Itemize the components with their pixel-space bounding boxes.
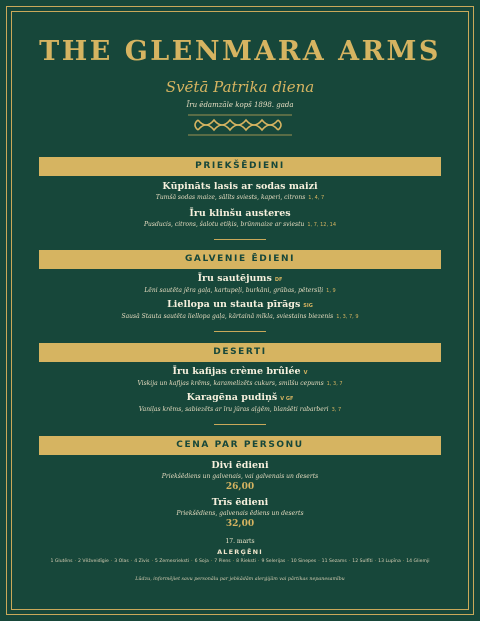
allergen-item: 12 Sulfīti: [352, 559, 373, 564]
allergen-item: 2 Vēžveidīgie: [78, 559, 109, 564]
separator: ·: [318, 559, 320, 564]
dish-allergens: 3, 7: [331, 407, 342, 413]
allergen-item: 13 Lupīna: [378, 559, 401, 564]
allergen-item: 5 Zemesrieksti: [154, 559, 190, 564]
separator: ·: [402, 559, 405, 564]
allergen-legend: [40, 558, 440, 566]
dish-name: Īru klinšu austeres: [189, 208, 291, 219]
separator: ·: [130, 559, 133, 564]
allergen-item: 1 Glutēns: [50, 559, 73, 564]
dish-allergens: 1, 7, 12, 14: [307, 222, 336, 228]
separator: ·: [348, 559, 351, 564]
dish-allergens: 1, 4, 7: [308, 195, 325, 201]
section-divider: [214, 331, 266, 332]
separator: ·: [232, 559, 235, 564]
restaurant-title: THE GLENMARA ARMS: [39, 36, 441, 67]
dish-item: [0, 181, 480, 203]
section-divider: [214, 239, 266, 240]
section-banner-prices: CENA PAR PERSONU: [39, 436, 441, 455]
dish-description: Vaniļas krēms, sabiezēts ar īru jūras aļģēm, blanšēti rabarberi 3, 7: [138, 406, 342, 413]
price-option-description: Priekšēdiens un galvenais, vai galvenais un deserts: [161, 473, 319, 480]
dietary-tag: V GF: [280, 396, 294, 402]
price-option: [0, 460, 480, 493]
dish-item: [0, 392, 480, 415]
dish-name: Karagēna pudiņš V GF: [186, 392, 294, 403]
allergen-item: 9 Selerijas: [261, 559, 286, 564]
dish-name: Kūpināts lasis ar sodas maizi: [162, 181, 318, 192]
separator: ·: [287, 559, 289, 564]
separator: ·: [191, 559, 193, 564]
dish-allergens: 1, 9: [326, 288, 336, 294]
section-banner-desserts: DESERTI: [39, 343, 441, 362]
section-banner-mains: GALVENIE ĒDIENI: [39, 250, 441, 269]
allergen-item: 14 Gliemji: [406, 559, 430, 564]
allergy-note: Lūdzu, informējiet savu personālu par jebkādām alerģijām vai pārtikas nepanesamību: [135, 577, 345, 582]
allergen-heading: ALERĢĒNI: [217, 548, 263, 556]
dish-description: Tumšā sodas maize, sālīts sviests, kaperi, citrons 1, 4, 7: [155, 194, 325, 201]
dish-name: Liellopa un stauta pīrāgs SIG: [167, 299, 313, 310]
price-value: 26,00: [225, 482, 255, 492]
allergen-item: 11 Sezams: [321, 559, 347, 564]
separator: ·: [110, 559, 113, 564]
dish-description: Sausā Stauta sautēta liellopa gaļa, kārtainā mīkla, sviestains biezenis 1, 3, 7, 9: [121, 313, 359, 320]
price-option-name: Trīs ēdieni: [211, 497, 269, 508]
separator: ·: [151, 559, 153, 564]
separator: ·: [210, 559, 213, 564]
allergen-item: 6 Soja: [194, 559, 209, 564]
separator: ·: [257, 559, 260, 564]
since-tagline: Īru ēdamzāle kopš 1898. gada: [186, 101, 294, 109]
celtic-knot-icon: [188, 114, 292, 136]
price-option-name: Divi ēdieni: [211, 460, 269, 471]
allergen-item: 4 Zivis: [134, 559, 150, 564]
allergen-item: 10 Sinepes: [290, 559, 317, 564]
dish-name: Īru kafijas crème brûlée V: [172, 366, 308, 377]
price-value: 32,00: [225, 519, 255, 529]
dietary-tag: V: [303, 370, 308, 376]
separator: ·: [374, 559, 377, 564]
menu-date: 17. marts: [225, 538, 255, 545]
dietary-tag: SIG: [303, 303, 313, 309]
dietary-tag: DF: [274, 277, 283, 283]
dish-item: [0, 273, 480, 296]
dish-description: Lēni sautēta jēra gaļa, kartupeļi, burkāni, grūbas, pētersīļi 1, 9: [144, 287, 336, 294]
price-option-description: Priekšēdiens, galvenais ēdiens un deserts: [176, 510, 304, 517]
dish-item: [0, 366, 480, 389]
section-banner-starters: PRIEKŠĒDIENI: [39, 157, 441, 176]
dish-description: Viskija un kafijas krēms, karamelizēts cukurs, smilšu cepums 1, 3, 7: [137, 380, 343, 387]
allergen-item: 3 Olas: [114, 559, 129, 564]
dish-allergens: 1, 3, 7, 9: [336, 314, 359, 320]
section-divider: [214, 424, 266, 425]
price-option: [0, 497, 480, 530]
dish-name: Īru sautējums DF: [197, 273, 283, 284]
allergen-item: 8 Rieksti: [236, 559, 256, 564]
dish-allergens: 1, 3, 7: [326, 381, 343, 387]
allergen-item: 7 Piens: [214, 559, 231, 564]
separator: ·: [74, 559, 77, 564]
dish-item: [0, 299, 480, 322]
menu-subtitle: Svētā Patrika diena: [165, 78, 315, 96]
dish-description: Pusducis, citrons, šalotu etiķis, brūnmaize ar sviestu 1, 7, 12, 14: [144, 221, 336, 228]
dish-item: [0, 208, 480, 230]
